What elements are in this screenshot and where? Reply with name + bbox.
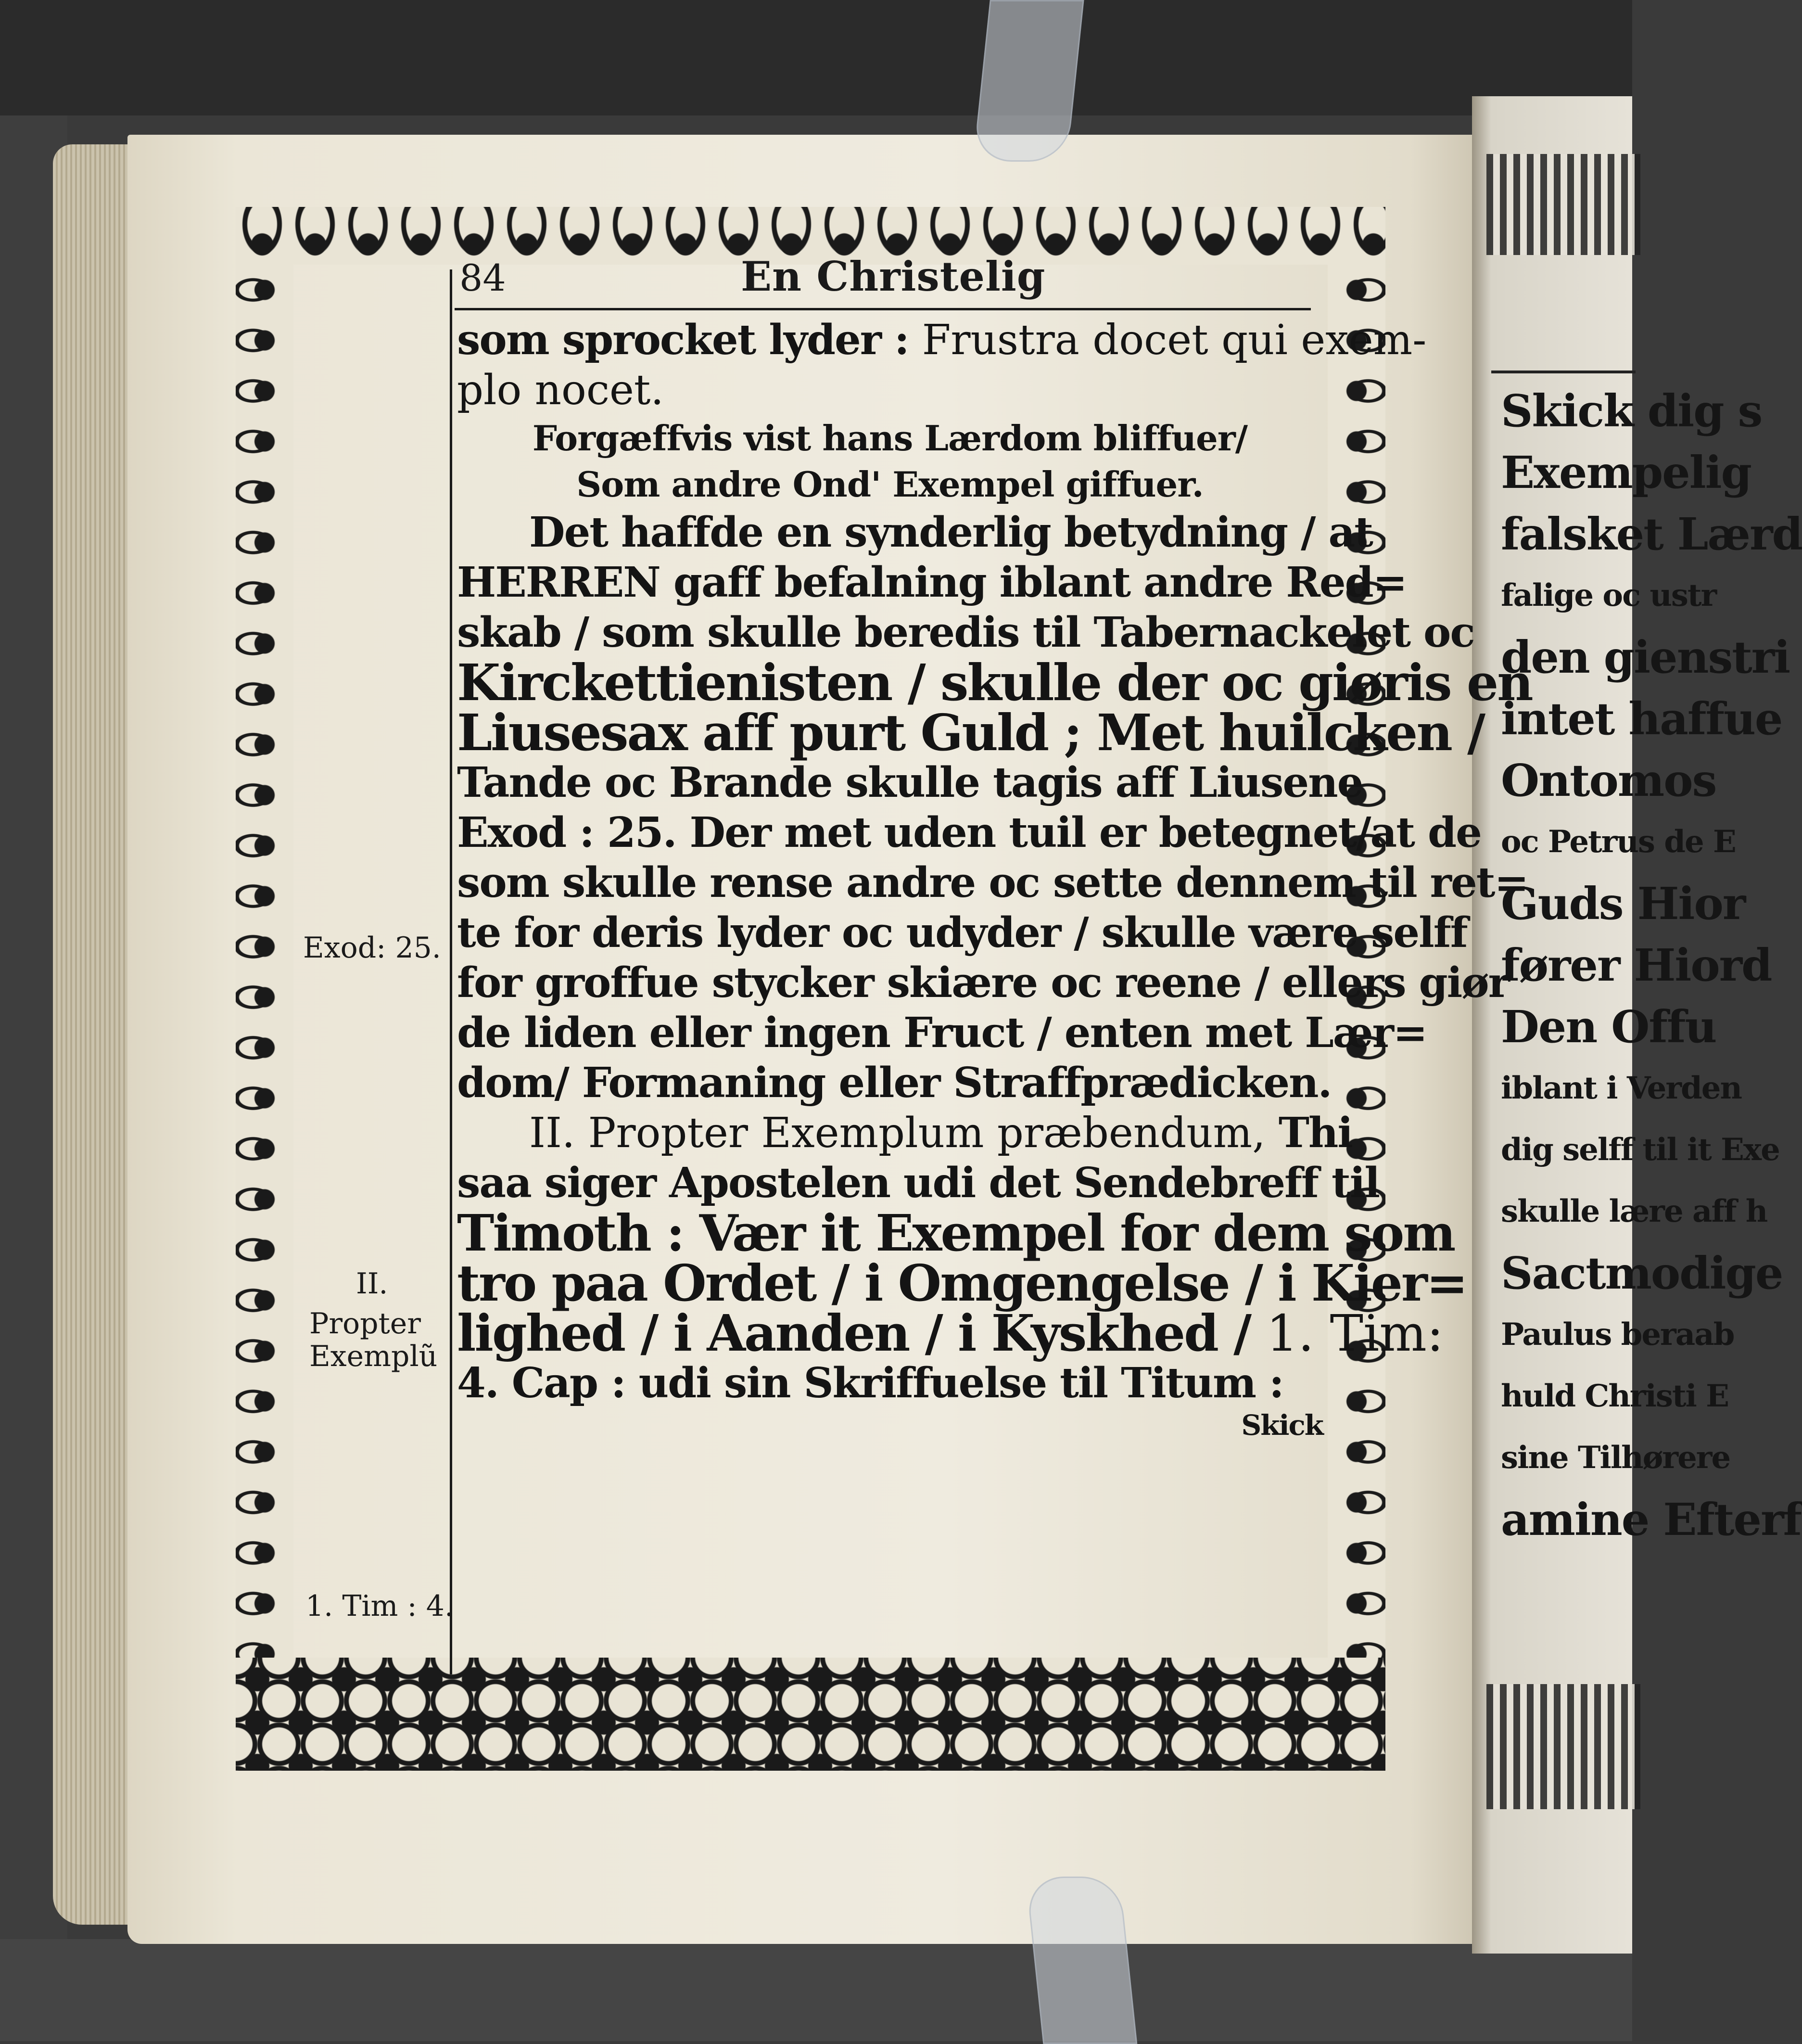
text-line [457, 508, 1372, 558]
text-line [457, 461, 1323, 508]
ornament-border-bottom [236, 1658, 1385, 1771]
facing-page-line: iblant i Verden [1501, 1070, 1742, 1106]
book-page-edges [53, 144, 130, 1925]
facing-page-line: skulle lære aff h [1501, 1193, 1767, 1229]
blackletter-text: Som andre Ond' Exempel giffuer. [576, 464, 1204, 505]
text-line [457, 758, 1363, 808]
facing-page [1472, 96, 1802, 1954]
scanner-background-bottom [0, 1939, 1632, 2041]
blackletter-text: te for deris lyder oc udyder / skulle være selff [457, 908, 1467, 957]
blackletter-text: Det haffde en synderlig betydning / at [529, 508, 1372, 557]
text-line [457, 415, 1323, 461]
facing-page-border-top [1486, 154, 1640, 255]
blackletter-text: HERREN gaff befalning iblant andre Red= [457, 558, 1407, 607]
text-line [457, 958, 1509, 1008]
blackletter-text: dom/ Formaning eller Straffprædicken. [457, 1059, 1332, 1107]
running-title: En Christelig [741, 253, 1046, 300]
facing-page-line: falige oc ustr [1501, 577, 1716, 613]
page-number: 84 [459, 256, 506, 299]
text-line [457, 653, 1532, 712]
latin-text: II. Propter Exemplum præbendum, [529, 1109, 1279, 1157]
facing-page-line: Ontomos [1501, 754, 1716, 806]
text-line [457, 703, 1485, 762]
blackletter-text: som sprocket lyder : [457, 316, 922, 364]
margin-note-tim: 1. Tim : 4. [305, 1589, 454, 1623]
text-line [457, 1008, 1427, 1058]
facing-page-rule [1491, 370, 1636, 373]
text-line [457, 558, 1407, 608]
facing-page-border-bottom [1486, 1684, 1640, 1809]
catchword: Skick [1241, 1409, 1323, 1442]
margin-note-propter: Propter [309, 1307, 421, 1341]
facing-page-line: Paulus beraab [1501, 1316, 1734, 1353]
facing-page-line: Skick dig s [1501, 385, 1762, 437]
text-line [457, 365, 1323, 415]
margin-note-exemplum: Exemplũ [309, 1340, 438, 1373]
facing-page-line: Exempelig [1501, 447, 1751, 498]
facing-page-line: Sactmodige [1501, 1247, 1783, 1299]
facing-page-line: amine Efterf [1501, 1494, 1802, 1546]
facing-page-line: dig selff til it Exe [1501, 1132, 1779, 1168]
text-line [457, 908, 1467, 958]
facing-page-line: falsket Lærd [1501, 508, 1802, 560]
facing-page-text [1501, 380, 1802, 1550]
blackletter-text: skab / som skulle beredis til Tabernackelet oc [457, 608, 1474, 657]
facing-page-line: fører Hiord [1501, 939, 1772, 991]
scanner-background [0, 0, 1632, 115]
facing-page-line: Den Offu [1501, 1001, 1716, 1053]
blackletter-text: Liusesax aff purt Guld ; Met huilcken / [457, 703, 1485, 762]
facing-page-line: Guds Hior [1501, 878, 1745, 930]
facing-page-line: den gienstri [1501, 631, 1790, 683]
facing-page-line: sine Tilhørere [1501, 1440, 1730, 1476]
text-line [457, 1253, 1467, 1313]
blackletter-text: for groffue stycker skiære oc reene / ellers giør [457, 958, 1509, 1007]
text-line [457, 1358, 1323, 1408]
facing-page-line: huld Christi E [1501, 1378, 1728, 1414]
margin-rule [450, 269, 452, 1674]
blackletter-text: tro paa Ordet / i Omgengelse / i Kier= [457, 1253, 1467, 1313]
text-line [457, 1303, 1444, 1363]
ornament-border-left [236, 265, 293, 1660]
blackletter-text: som skulle rense andre oc sette dennem til ret= [457, 858, 1528, 907]
text-line [457, 608, 1474, 658]
text-line [457, 1058, 1332, 1108]
page-body-text [457, 315, 1532, 1442]
latin-text: plo nocet. [457, 366, 664, 414]
blackletter-text: Kirckettienisten / skulle der oc giøris en [457, 653, 1532, 712]
blackletter-text: Tande oc Brande skulle tagis aff Liusene [457, 758, 1363, 807]
blackletter-text: 4. Cap : udi sin Skriffuelse til Titum : [457, 1359, 1283, 1407]
latin-text: Frustra docet qui exem- [922, 316, 1427, 364]
facing-page-line: oc Petrus de E [1501, 824, 1736, 860]
text-line [457, 315, 1427, 365]
blackletter-text: saa siger Apostelen udi det Sendebreff til [457, 1159, 1380, 1207]
blackletter-text: Forgæffvis vist hans Lærdom bliffuer/ [532, 418, 1248, 459]
text-line [457, 1203, 1455, 1263]
blackletter-text: lighed / i Aanden / i Kyskhed / [457, 1303, 1267, 1363]
margin-note-exod: Exod: 25. [303, 931, 441, 965]
latin-text: 1. Tim: [1266, 1304, 1444, 1363]
text-line [457, 808, 1481, 858]
blackletter-text: Timoth : Vær it Exempel for dem som [457, 1203, 1455, 1263]
blackletter-text: Thi [1278, 1109, 1353, 1157]
blackletter-text: Exod : 25. Der met uden tuil er betegnet/at de [457, 808, 1481, 857]
margin-note-section-number: II. [356, 1267, 388, 1301]
facing-page-line: intet haffue [1501, 693, 1782, 745]
text-line [457, 1108, 1353, 1158]
header-rule [455, 308, 1311, 310]
blackletter-text: de liden eller ingen Fruct / enten met Lær= [457, 1009, 1427, 1057]
text-line [457, 1158, 1380, 1208]
text-line [457, 858, 1528, 908]
